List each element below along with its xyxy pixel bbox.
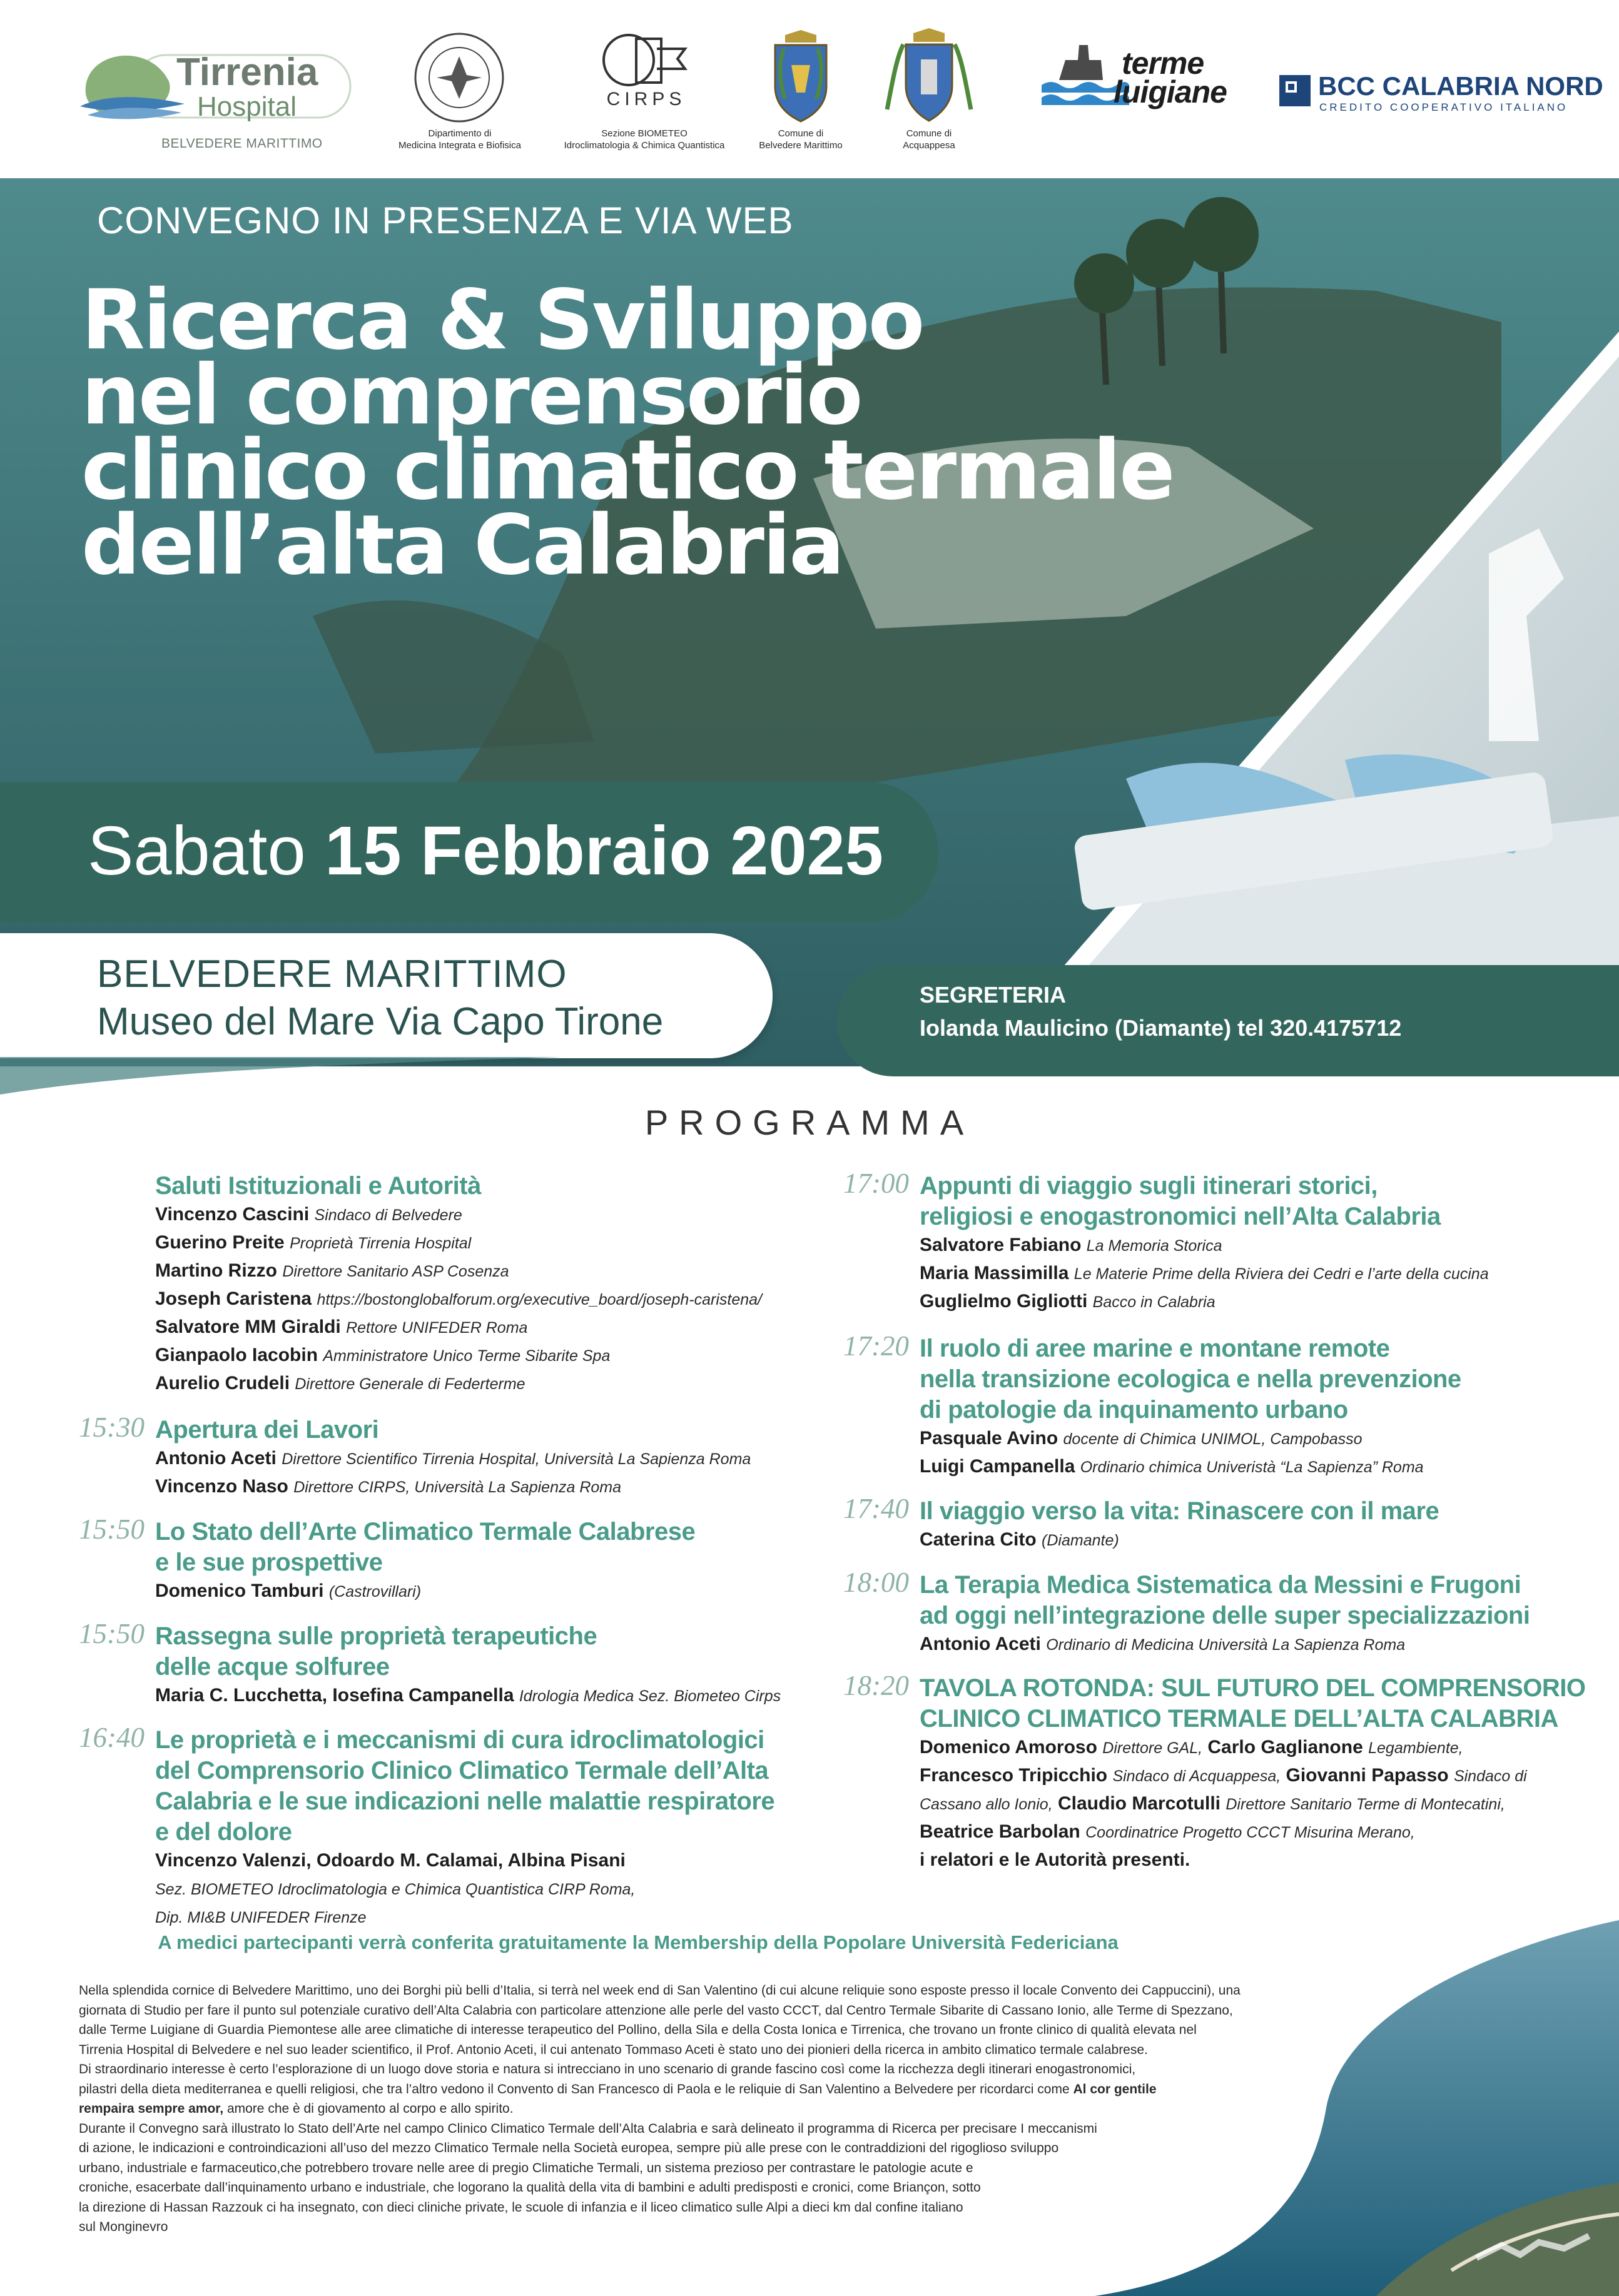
acquappesa-caption: Comune di Acquappesa	[903, 128, 955, 151]
speaker-name: Salvatore MM Giraldi	[155, 1317, 341, 1337]
speaker-name: Pasquale Avino	[920, 1428, 1058, 1449]
speaker-name: Vincenzo Naso	[155, 1476, 288, 1497]
description-text: amore che è di giovamento al corpo e allo spirito.	[223, 2101, 514, 2116]
speaker-name: Gianpaolo Iacobin	[155, 1345, 318, 1365]
title-line-2: nel comprensorio	[81, 347, 861, 443]
speaker-line	[920, 1630, 1405, 1659]
session-title: religiosi e enogastronomici nell’Alta Calabria	[920, 1203, 1441, 1230]
speaker-name: Maria Massimilla	[920, 1263, 1069, 1283]
speaker-role: Sindaco di Belvedere	[314, 1206, 462, 1224]
session-title: Calabria e le sue indicazioni nelle malattie respiratore	[155, 1788, 775, 1815]
speaker-line	[155, 1257, 509, 1286]
speaker-name: Giovanni Papasso	[1286, 1765, 1449, 1786]
description-line: croniche, esacerbate dall’inquinamento urbano e industriale, che logorano la qualità della vita di bambini e adulti predisposti e cronici, come Briançon, sotto	[79, 2180, 981, 2195]
speaker-line	[155, 1285, 762, 1314]
speaker-line	[155, 1369, 525, 1398]
speaker-line	[155, 1874, 635, 1904]
session-title: nella transizione ecologica e nella prevenzione	[920, 1365, 1461, 1393]
cirps-caption: Sezione BIOMETEO Idroclimatologia & Chimica Quantistica	[564, 128, 725, 151]
speaker-name: Vincenzo Cascini	[155, 1204, 310, 1225]
terme-luigiane-logo	[1042, 41, 1267, 116]
speaker-line	[155, 1681, 781, 1711]
description-line: la direzione di Hassan Razzouk ci ha insegnato, con dieci cliniche private, le scuole di infanzia e il liceo climatico sulle Alpi a dieci km dal confine italiano	[79, 2200, 963, 2215]
belvedere-caption: Comune di Belvedere Marittimo	[759, 128, 843, 151]
speaker-role: docente di Chimica UNIMOL, Campobasso	[1063, 1430, 1363, 1448]
speaker-name: Domenico Amoroso	[920, 1737, 1097, 1757]
speaker-line	[155, 1444, 751, 1474]
speaker-line	[920, 1287, 1216, 1317]
speaker-role: Ordinario chimica Univeristà “La Sapienza” Roma	[1080, 1459, 1424, 1476]
speaker-line	[155, 1472, 621, 1502]
session-title: Le proprietà e i meccanismi di cura idroclimatologici	[155, 1726, 764, 1754]
session-time: 15:30	[79, 1412, 145, 1443]
tirrenia-place: BELVEDERE MARITTIMO	[161, 136, 323, 151]
acquappesa-crest	[882, 28, 976, 125]
speaker-name: Antonio Aceti	[920, 1634, 1041, 1654]
speaker-line	[155, 1341, 610, 1370]
dipartimento-caption: Dipartimento di Medicina Integrata e Biofisica	[398, 128, 521, 151]
speaker-role: Direttore Generale di Federterme	[295, 1375, 525, 1393]
speaker-line	[155, 1228, 471, 1258]
event-subtitle: CONVEGNO IN PRESENZA E VIA WEB	[97, 200, 794, 241]
date-prefix: Sabato	[88, 812, 325, 889]
description-text: pilastri della dieta mediterranea e quelli religiosi, che tra l’altro vedono il Convento di San Francesco di Paola e le reliquie di San Valentino a Belvedere per ricordarci come	[79, 2081, 1073, 2096]
tirrenia-name: Tirrenia	[176, 51, 318, 94]
speaker-role: Direttore GAL,	[1102, 1739, 1203, 1757]
title-line-4: dell’alta Calabria	[81, 497, 843, 594]
session-title: Saluti Istituzionali e Autorità	[155, 1172, 481, 1200]
cirps-wordmark: CIRPS	[606, 89, 686, 109]
session-title: e del dolore	[155, 1818, 292, 1846]
speaker-line	[920, 1733, 1463, 1762]
speaker-line	[155, 1200, 462, 1230]
description-emphasis: rempaira sempre amor,	[79, 2101, 224, 2116]
speaker-role: Sindaco di Acquappesa,	[1112, 1768, 1281, 1785]
speaker-name: Salvatore Fabiano	[920, 1235, 1082, 1255]
speaker-role: Coordinatrice Progetto CCCT Misurina Merano,	[1085, 1824, 1415, 1841]
speaker-role: Sez. BIOMETEO Idroclimatologia e Chimica Quantistica CIRP Roma,	[155, 1881, 636, 1898]
speaker-line	[155, 1313, 527, 1342]
logo-bar	[0, 0, 1619, 178]
speaker-line	[155, 1846, 626, 1874]
dipartimento-seal	[413, 31, 505, 124]
description-line: dalle Terme Luigiane di Guardia Piemontese alle aree climatiche di interesse terapeutico del Pollino, della Sila e della Costa Ionica e Tirrenica, che trovano un fronte clinico di qualità elevata nel	[79, 2023, 1197, 2037]
speaker-name: Guerino Preite	[155, 1232, 285, 1253]
session-title: Il viaggio verso la vita: Rinascere con il mare	[920, 1497, 1439, 1525]
description-line: Durante il Convegno sarà illustrato lo Stato dell’Arte nel campo Clinico Climatico Termale dell’Alta Calabria e sarà delineato il programma di Ricerca per precisare I meccanismi	[79, 2121, 1097, 2136]
speaker-role: Amministratore Unico Terme Sibarite Spa	[323, 1347, 611, 1365]
description-line: giornata di Studio per fare il punto sul potenziale curativo dell’Alta Calabria con particolare attenzione alle perle del vasto CCCT, dal Centro Termale Sibarite di Cassano Ionio, alle Terme di Spezzano,	[79, 2003, 1233, 2018]
speaker-line	[155, 1577, 421, 1606]
event-date	[88, 811, 883, 891]
speaker-name: Beatrice Barbolan	[920, 1821, 1080, 1842]
speaker-role: Idrologia Medica Sez. Biometeo Cirps	[519, 1687, 781, 1705]
speaker-name: Antonio Aceti	[155, 1448, 277, 1469]
speaker-role: (Castrovillari)	[328, 1583, 422, 1601]
session-time: 15:50	[79, 1618, 145, 1649]
session-title: Rassegna sulle proprietà terapeutiche	[155, 1622, 597, 1650]
session-title: e le sue prospettive	[155, 1549, 383, 1576]
description-line: Nella splendida cornice di Belvedere Marittimo, uno dei Borghi più belli d’Italia, si terrà nel week end di San Valentino (di cui alcune reliquie sono esposte presso il locale Convento dei Cappuccini), una	[79, 1983, 1241, 1998]
speaker-line	[920, 1525, 1119, 1555]
session-time: 17:20	[843, 1330, 909, 1362]
speaker-line	[920, 1452, 1424, 1482]
programma-heading: PROGRAMMA	[644, 1103, 975, 1142]
description-line: Tirrenia Hospital di Belvedere e nel suo leader scientifico, il Prof. Antonio Aceti, il cui antenato Tommaso Aceti è stato uno dei pionieri della ricerca in ambito climatico termale calabrese.	[79, 2042, 1148, 2057]
description-line: Di straordinario interesse è certo l’esplorazione di un luogo dove storia e natura si intrecciano in uno scenario di grande fascino così come la ricchezza degli itinerari enogastronomici,	[79, 2062, 1136, 2076]
session-time: 16:40	[79, 1722, 145, 1753]
segreteria-contact: Iolanda Maulicino (Diamante) tel 320.4175712	[920, 1015, 1402, 1041]
speaker-role: (Diamante)	[1042, 1532, 1119, 1549]
speaker-name: Joseph Caristena	[155, 1288, 312, 1309]
title-line-3: clinico climatico termale	[81, 422, 1174, 518]
date-bold: 15 Febbraio 2025	[325, 812, 883, 889]
session-title: Lo Stato dell’Arte Climatico Termale Calabrese	[155, 1518, 696, 1545]
session-title: di patologie da inquinamento urbano	[920, 1396, 1348, 1424]
speaker-name: Domenico Tamburi	[155, 1580, 324, 1601]
speaker-role: Legambiente,	[1368, 1739, 1463, 1757]
speaker-role: Bacco in Calabria	[1092, 1293, 1216, 1311]
speaker-name: Vincenzo Valenzi, Odoardo M. Calamai, Albina Pisani	[155, 1850, 626, 1871]
speaker-role: Direttore Scientifico Tirrenia Hospital, Università La Sapienza Roma	[282, 1450, 751, 1468]
speaker-line	[920, 1846, 1190, 1874]
description-line: sul Monginevro	[79, 2220, 168, 2234]
session-title: ad oggi nell’integrazione delle super specializzazioni	[920, 1602, 1530, 1629]
speaker-line	[920, 1818, 1415, 1847]
speaker-name: Guglielmo Gigliotti	[920, 1291, 1088, 1312]
segreteria-label: SEGRETERIA	[920, 982, 1067, 1008]
session-title: CLINICO CLIMATICO TERMALE DELL’ALTA CALABRIA	[920, 1705, 1558, 1732]
session-title: Apertura dei Lavori	[155, 1416, 379, 1444]
speaker-role: Direttore Sanitario Terme di Montecatini,	[1226, 1796, 1505, 1813]
session-title: Il ruolo di aree marine e montane remote	[920, 1335, 1390, 1362]
tirrenia-logo	[75, 38, 363, 153]
bcc-sub: CREDITO COOPERATIVO ITALIANO	[1319, 101, 1568, 113]
speaker-role: Rettore UNIFEDER Roma	[346, 1319, 528, 1337]
venue-town: BELVEDERE MARITTIMO	[97, 953, 567, 996]
speaker-line	[920, 1259, 1489, 1288]
speaker-role: Direttore Sanitario ASP Cosenza	[282, 1263, 509, 1280]
coast-photo	[938, 1920, 1619, 2296]
speaker-role: https://bostonglobalforum.org/executive_board/joseph-caristena/	[317, 1291, 762, 1308]
speaker-name: i relatori e le Autorità presenti.	[920, 1849, 1190, 1870]
speaker-role: Proprietà Tirrenia Hospital	[290, 1235, 472, 1252]
belvedere-crest	[766, 30, 835, 124]
speaker-name: Luigi Campanella	[920, 1456, 1075, 1477]
speaker-name: Martino Rizzo	[155, 1260, 277, 1281]
speaker-name: Maria C. Lucchetta, Iosefina Campanella	[155, 1685, 514, 1706]
speaker-name: Carlo Gaglianone	[1207, 1737, 1363, 1757]
bcc-name: BCC CALABRIA NORD	[1318, 71, 1603, 101]
speaker-role: Dip. MI&B UNIFEDER Firenze	[155, 1909, 367, 1926]
session-title: delle acque solfuree	[155, 1653, 390, 1681]
session-time: 17:00	[843, 1168, 909, 1199]
membership-note: A medici partecipanti verrà conferita gratuitamente la Membership della Popolare Università Federiciana	[158, 1931, 1119, 1953]
speaker-role: Direttore CIRPS, Università La Sapienza Roma	[293, 1479, 622, 1496]
session-title: La Terapia Medica Sistematica da Messini e Frugoni	[920, 1571, 1521, 1599]
speaker-name: Claudio Marcotulli	[1057, 1793, 1221, 1814]
speaker-name: Francesco Tripicchio	[920, 1765, 1108, 1786]
speaker-line	[920, 1761, 1527, 1791]
description-line: di azione, le indicazioni e controindicazioni all’uso del mezzo Climatico Termale nella Società europea, sempre più alle prese con le contraddizioni del rigoglioso sviluppo	[79, 2141, 1059, 2155]
session-title: Appunti di viaggio sugli itinerari storici,	[920, 1172, 1378, 1200]
speaker-role: Ordinario di Medicina Università La Sapienza Roma	[1046, 1636, 1406, 1654]
session-time: 17:40	[843, 1493, 909, 1524]
speaker-role: Cassano allo Ionio,	[920, 1796, 1053, 1813]
session-time: 15:50	[79, 1514, 145, 1545]
bcc-logo	[1279, 70, 1605, 120]
speaker-role: La Memoria Storica	[1086, 1237, 1222, 1255]
speaker-role: Sindaco di	[1453, 1768, 1527, 1785]
luigiane-word: luigiane	[1114, 74, 1227, 109]
venue-address: Museo del Mare Via Capo Tirone	[97, 1000, 664, 1043]
session-time: 18:00	[843, 1567, 909, 1598]
speaker-line	[920, 1231, 1222, 1260]
terme-word: terme	[1122, 46, 1204, 81]
description-line: urbano, industriale e farmaceutico,che potrebbero trovare nelle aree di pregio Climatiche Termali, un sistema prezioso per contrastare le patologie acute e	[79, 2160, 973, 2175]
speaker-role: Le Materie Prime della Riviera dei Cedri e l’arte della cucina	[1073, 1265, 1489, 1283]
tirrenia-sub: Hospital	[197, 91, 297, 122]
speaker-line	[920, 1789, 1505, 1819]
description-emphasis: Al cor gentile	[1073, 2081, 1157, 2096]
session-title: del Comprensorio Clinico Climatico Termale dell’Alta	[155, 1757, 769, 1784]
speaker-line	[155, 1903, 367, 1932]
session-title: TAVOLA ROTONDA: SUL FUTURO DEL COMPRENSORIO	[920, 1674, 1586, 1702]
session-time: 18:20	[843, 1670, 909, 1701]
speaker-line	[920, 1424, 1363, 1454]
speaker-name: Aurelio Crudeli	[155, 1373, 290, 1393]
speaker-name: Caterina Cito	[920, 1529, 1037, 1550]
title-line-1: Ricerca & Sviluppo	[81, 272, 923, 368]
